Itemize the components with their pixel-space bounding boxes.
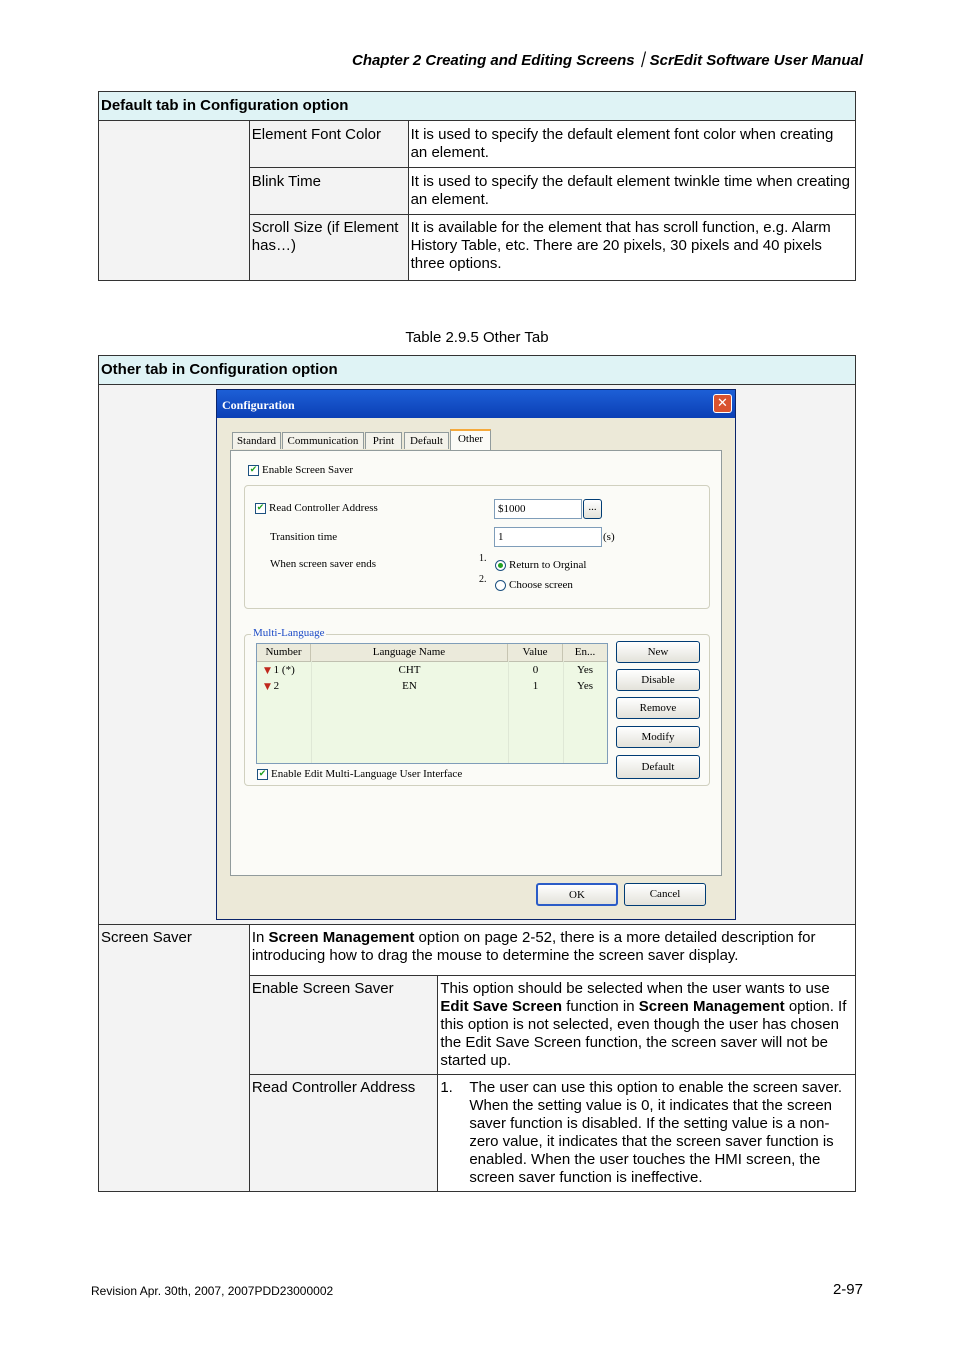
- sub-table: [250, 976, 855, 1191]
- tab-print[interactable]: Print: [365, 432, 402, 449]
- modify-button[interactable]: Modify: [616, 726, 700, 748]
- enable-edit-ml-label: Enable Edit Multi-Language User Interface: [271, 768, 463, 780]
- enable-screen-saver-label: Enable Screen Saver: [262, 464, 354, 476]
- flag-icon: ▼: [264, 666, 271, 676]
- section-label: Screen Saver: [99, 925, 250, 1192]
- screen-saver-group: [244, 485, 710, 609]
- footer-revision: Revision Apr. 30th, 2007, 2007PDD23000002: [91, 1284, 334, 1298]
- unit-label: (s): [603, 531, 615, 543]
- marker-1: 1.: [479, 553, 487, 564]
- transition-time-input[interactable]: 1: [494, 527, 602, 547]
- row-name: Element Font Color: [249, 121, 408, 168]
- language-list[interactable]: Number Language Name Value En... ▼ 1 (*) CHT 0 Yes ▼ 2 EN 1 Yes: [256, 643, 608, 764]
- column-number[interactable]: Number: [257, 644, 311, 661]
- return-original-label: Return to Orginal: [509, 559, 587, 571]
- table-caption: Table 2.9.5 Other Tab: [405, 329, 549, 346]
- dialog-title-bar: [217, 390, 735, 418]
- tab-standard[interactable]: Standard: [232, 432, 281, 449]
- default-tab-table: [98, 91, 856, 281]
- flag-icon: ▼: [264, 682, 271, 692]
- page-number: 2-97: [832, 1281, 863, 1298]
- read-controller-address-label: Read Controller Address: [250, 1075, 438, 1192]
- row-name: Scroll Size (if Element has…): [249, 215, 408, 281]
- page-header: Chapter 2 Creating and Editing Screens｜ScrEdit Software User Manual: [352, 52, 863, 69]
- section-intro: In Screen Management option on page 2-52, there is a more detailed description for introducing how to drag the mouse to determine the screen saver display.: [249, 925, 855, 976]
- tab-communication[interactable]: Communication: [282, 432, 364, 449]
- table-title: Other tab in Configuration option: [99, 356, 856, 385]
- tab-other[interactable]: Other: [450, 429, 491, 450]
- new-button[interactable]: New: [616, 641, 700, 663]
- address-input[interactable]: $1000: [494, 499, 582, 519]
- multi-language-legend: Multi-Language: [253, 627, 325, 639]
- default-button[interactable]: Default: [616, 755, 700, 779]
- row-desc: It is used to specify the default element twinkle time when creating an element.: [408, 168, 855, 215]
- other-tab-panel: [230, 450, 722, 876]
- blank-cell: [99, 121, 250, 281]
- read-controller-address-desc: 1. The user can use this option to enable the screen saver. When the setting value is 0, it indicates that the screen saver function is disabled. If the setting value is a non-zero value, it indicates that the screen saver function is enabled. When the user touches the HMI screen, the screen saver function is ineffective.: [438, 1075, 855, 1192]
- row-name: Blink Time: [249, 168, 408, 215]
- list-header: [257, 644, 607, 662]
- transition-time-label: Transition time: [270, 531, 338, 543]
- read-controller-address-label: Read Controller Address: [269, 502, 378, 514]
- enable-edit-ml-checkbox[interactable]: ✔: [258, 769, 267, 779]
- choose-screen-radio[interactable]: [495, 580, 506, 591]
- table-title: Default tab in Configuration option: [99, 92, 856, 121]
- ok-button[interactable]: OK: [536, 883, 618, 906]
- browse-button[interactable]: ...: [583, 499, 602, 519]
- remove-button[interactable]: Remove: [616, 697, 700, 719]
- sub-table-cell: [249, 976, 855, 1192]
- choose-screen-label: Choose screen: [509, 579, 573, 591]
- row-desc: It is available for the element that has scroll function, e.g. Alarm History Table, etc. There are 20 pixels, 30 pixels and 40 pixels three options.: [408, 215, 855, 281]
- tab-default[interactable]: Default: [404, 432, 449, 449]
- configuration-dialog: [216, 389, 736, 920]
- column-language-name[interactable]: Language Name: [311, 644, 508, 661]
- return-original-radio[interactable]: [495, 560, 506, 571]
- close-icon[interactable]: ✕: [713, 394, 732, 413]
- when-ends-label: When screen saver ends: [270, 558, 376, 570]
- enable-screen-saver-label: Enable Screen Saver: [250, 976, 438, 1075]
- enable-screen-saver-desc: This option should be selected when the user wants to use Edit Save Screen function in Screen Management option. If this option is not selected, even though the user has chosen the Edit Save Screen function, the screen saver will not be started up.: [438, 976, 855, 1075]
- cancel-button[interactable]: Cancel: [624, 883, 706, 906]
- disable-button[interactable]: Disable: [616, 669, 700, 691]
- column-enable[interactable]: En...: [574, 646, 596, 658]
- dialog-title: Configuration: [222, 398, 295, 412]
- marker-2: 2.: [479, 574, 487, 585]
- read-controller-address-checkbox[interactable]: ✔: [256, 503, 265, 513]
- enable-screen-saver-checkbox[interactable]: ✔: [249, 465, 258, 475]
- row-desc: It is used to specify the default element font color when creating an element.: [408, 121, 855, 168]
- column-value[interactable]: Value: [508, 644, 563, 661]
